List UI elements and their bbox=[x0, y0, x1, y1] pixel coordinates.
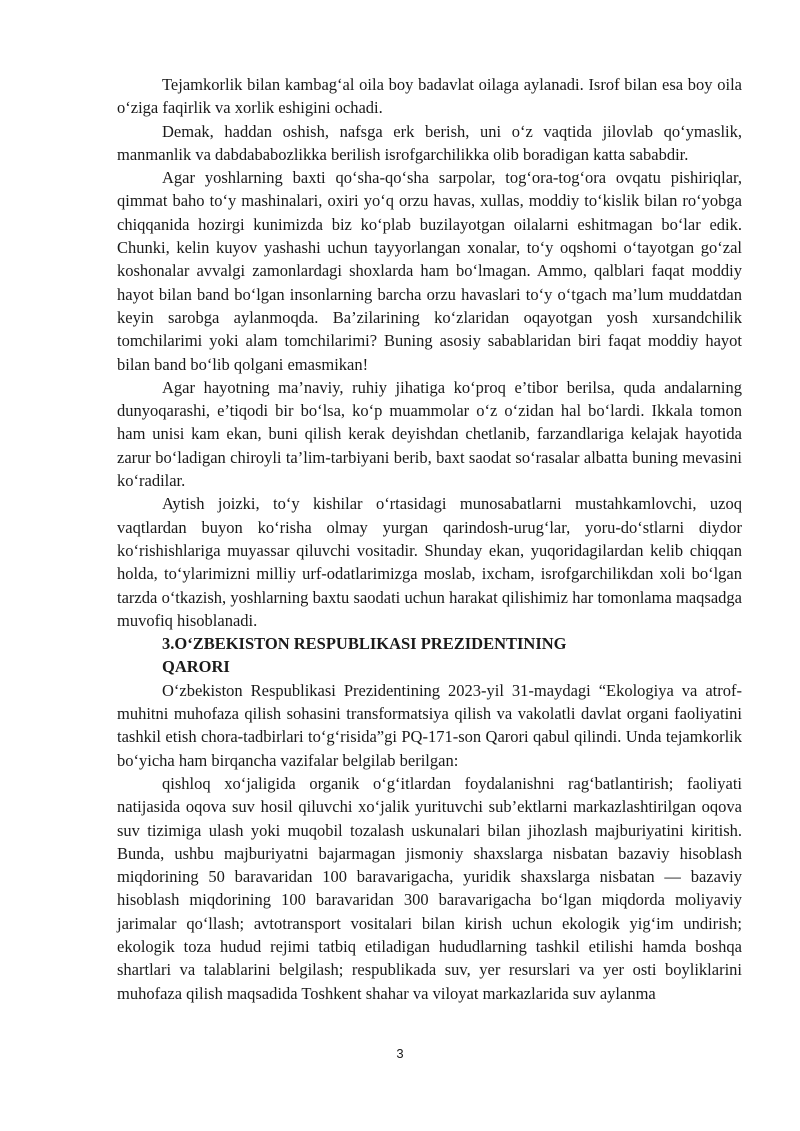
paragraph-1: Tejamkorlik bilan kambag‘al oila boy badavlat oilaga aylanadi. Isrof bilan esa boy oila o‘ziga faqirlik va xorlik eshigini ochadi. bbox=[117, 75, 742, 118]
paragraph-3: Agar yoshlarning baxti qo‘sha-qo‘sha sarpolar, tog‘ora-tog‘ora ovqatu pishiriqlar, qimmat baho to‘y mashinalari, oxiri yo‘q orzu havas, xullas, moddiy to‘kislik bilan ro‘yobga chiqqanida hozirgi kunimizda biz ko‘plab buzilayotgan oilalarni eshitmagan bo‘lar edik. Chunki, kelin kuyov yashashi uchun tayyorlangan xonalar, to‘y oqshomi o‘tayotgan go‘zal koshonalar avvalgi zamonlardagi shoxlarda ham bo‘lmagan. Ammo, qalblari faqat moddiy hayot bilan band bo‘lgan insonlarning barcha orzu havaslari to‘y o‘tgach ma’lum muddatdan keyin sarobga aylanmoqda. Ba’zilarining ko‘zlaridan oqayotgan yosh xursandchilik tomchilarimi yoki alam tomchilarimi? Buning asosiy sabablaridan biri faqat moddiy hayot bilan band bo‘lib qolgani emasmikan! bbox=[117, 168, 742, 374]
paragraph-6: O‘zbekiston Respublikasi Prezidentining 2023-yil 31-maydagi “Ekologiya va atrof-muhitni muhofaza qilish sohasini transformatsiya qilish va vakolatli davlat organi faoliyatini tashkil etish chora-tadbirlari to‘g‘risida”gi PQ-171-son Qarori qabul qilindi. Unda tejamkorlik bo‘yicha ham birqancha vazifalar belgilab berilgan: bbox=[117, 680, 742, 770]
section-heading bbox=[117, 632, 622, 679]
paragraph-2: Demak, haddan oshish, nafsga erk berish, uni o‘z vaqtida jilovlab qo‘ymaslik, manmanlik va dabdababozlikka berilish isrofgarchilikka olib boradigan katta sababdir. bbox=[117, 121, 742, 164]
page-number: 3 bbox=[396, 1046, 404, 1061]
section-heading-line-2: QARORI bbox=[162, 657, 230, 677]
paragraph-7: qishloq xo‘jaligida organik o‘g‘itlardan foydalanishni rag‘batlantirish; faoliyati natijasida oqova suv hosil qiluvchi xo‘jalik yurituvchi sub’ektlarni markazlashtirilgan oqova suv tizimiga ulash yoki muqobil tozalash uskunalari bilan jihozlash majburiyatini kiritish. Bunda, ushbu majburiyatni bajarmagan jismoniy shaxslarga nisbatan bazaviy hisoblash miqdorining 50 baravaridan 100 baravarigacha, yuridik shaxslarga nisbatan — bazaviy hisoblash miqdorining 100 baravaridan 300 baravarigacha bo‘lgan miqdorda moliyaviy jarimalar qo‘llash; avtotransport vositalari bilan kirish uchun ekologik yig‘im undirish; ekologik toza hudud rejimi tatbiq etiladigan hududlarning tashkil etilishi hamda boshqa shartlari va talablarini belgilash; respublikada suv, yer resurslari va yer osti boyliklarini muhofaza qilish maqsadida Toshkent shahar va viloyat markazlarida suv aylanma bbox=[117, 773, 742, 1003]
section-heading-line-1: 3.O‘ZBEKISTON RESPUBLIKASI PREZIDENTINING bbox=[162, 634, 567, 654]
document-page bbox=[117, 73, 742, 1005]
paragraph-5: Aytish joizki, to‘y kishilar o‘rtasidagi munosabatlarni mustahkamlovchi, uzoq vaqtlardan buyon ko‘risha olmay yurgan qarindosh-urug‘lar, yoru-do‘stlarni diydor ko‘rishishlariga muyassar qiluvchi vositadir. Shunday ekan, yuqoridagilardan kelib chiqqan holda, to‘ylarimizni milliy urf-odatlarimizga moslab, ixcham, isrofgarchilikdan xoli bo‘lgan tarzda o‘tkazish, yoshlarning baxtu saodati uchun harakat qilishimiz har tomonlama maqsadga muvofiq hisoblanadi. bbox=[117, 494, 742, 630]
paragraph-4: Agar hayotning ma’naviy, ruhiy jihatiga ko‘proq e’tibor berilsa, quda andalarning dunyoqarashi, e’tiqodi bir bo‘lsa, ko‘p muammolar o‘z o‘zidan hal bo‘lardi. Ikkala tomon ham unisi kam ekan, buni qilish kerak deyishdan chetlanib, farzandlariga kelajak hayotida zarur bo‘ladigan chiroyli ta’lim-tarbiyani berib, baxt saodat so‘rasalar albatta buning mevasini ko‘radilar. bbox=[117, 377, 742, 491]
